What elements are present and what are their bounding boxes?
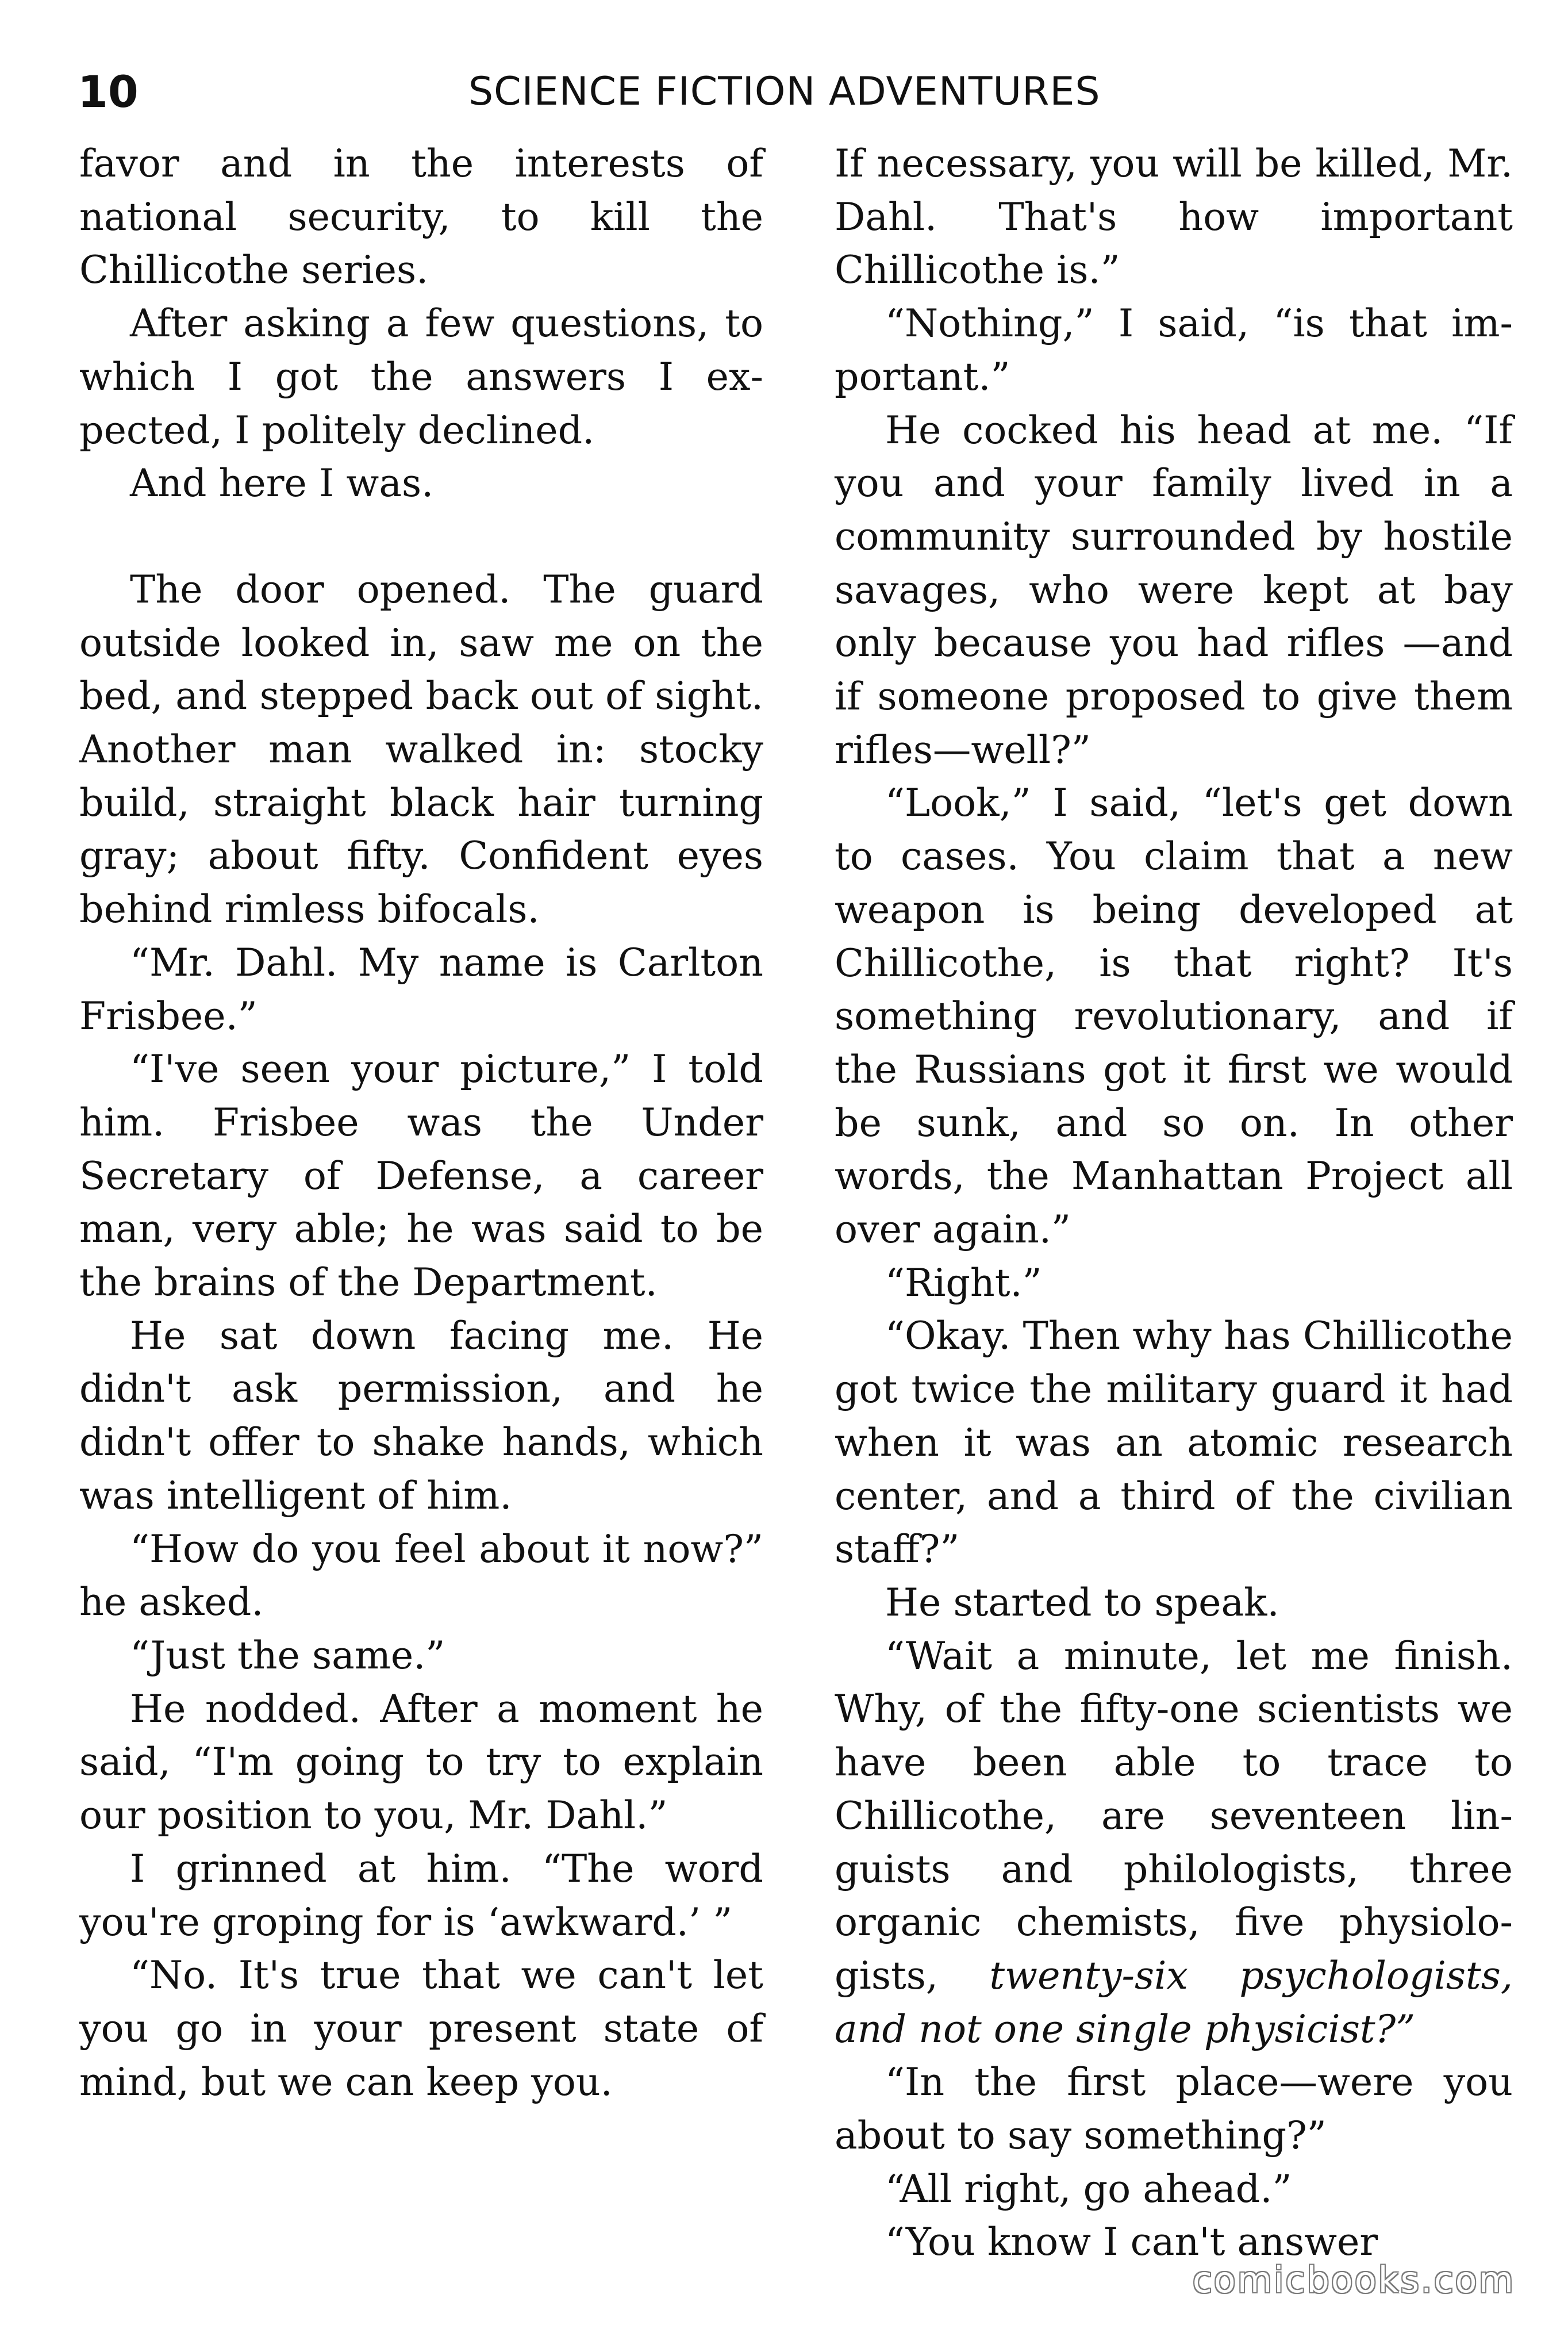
paragraph: He sat down facing me. He didn't ask permission, and he didn't offer to shake hands, which was intelligent of him. [79, 1313, 763, 1518]
paragraph-text: “Wait a minute, let me finish. Why, of the fifty-one scientists we have been able to trace to Chillicothe, are seventeen linguists and philologists, three organic chemists, five physiologists, [835, 1633, 1513, 1998]
left-text-column [79, 137, 763, 2108]
paragraph: He started to speak. [885, 1579, 1279, 1625]
paragraph [835, 1629, 1513, 2056]
watermark: comicbooks.com [1192, 2259, 1515, 2301]
paragraph: “All right, go ahead.” [885, 2166, 1292, 2211]
paragraph: favor and in the interests of national security, to kill the Chillicothe series. [79, 141, 763, 293]
section-break [79, 510, 763, 563]
paragraph: And here I was. [130, 461, 434, 506]
paragraph: “You know I can't answer [885, 2219, 1378, 2265]
italic-emphasis: twenty-six psychologists, and not one single physicist?” [835, 1952, 1513, 2051]
running-title: SCIENCE FICTION ADVENTURES [468, 69, 1101, 114]
paragraph: He cocked his head at me. “If you and your family lived in a community surrounded by hostile savages, who were kept at bay only because you had rifles —and if someone proposed to give them rifles—well?” [835, 407, 1513, 772]
paragraph: “Look,” I said, “let's get down to cases. You claim that a new weapon is being developed at Chillicothe, is that right? It's something revolutionary, and if the Russians got it first we would be sunk, and so on. In other words, the Manhattan Project all over again.” [835, 780, 1513, 1252]
paragraph: “No. It's true that we can't let you go in your present state of mind, but we can keep you. [79, 1952, 763, 2104]
paragraph: He nodded. After a moment he said, “I'm going to try to explain our position to you, Mr. Dahl.” [79, 1686, 763, 1838]
paragraph: The door opened. The guard outside looked in, saw me on the bed, and stepped back out of sight. Another man walked in: stocky build, straight black hair turning gray; about fifty. Confident eyes behind rimless bifocals. [79, 566, 763, 932]
paragraph: “Right.” [885, 1260, 1042, 1305]
paragraph: “Nothing,” I said, “is that important.” [835, 301, 1513, 399]
page-number: 10 [78, 66, 139, 117]
right-text-column [835, 137, 1513, 2269]
paragraph: After asking a few questions, to which I got the answers I expected, I politely declined. [79, 301, 763, 452]
paragraph: “Okay. Then why has Chillicothe got twice the military guard it had when it was an atomic research center, and a third of the civilian staff?” [835, 1313, 1513, 1572]
paragraph: “Just the same.” [130, 1632, 445, 1678]
page-header [78, 63, 1509, 126]
paragraph: “In the first place—were you about to say something?” [835, 2059, 1513, 2158]
paragraph: “I've seen your picture,” I told him. Frisbee was the Under Secretary of Defense, a career man, very able; he was said to be the brains of the Department. [79, 1046, 763, 1305]
paragraph: I grinned at him. “The word you're groping for is ‘awkward.’ ” [79, 1846, 763, 1944]
paragraph: “How do you feel about it now?” he asked. [79, 1526, 763, 1625]
paragraph: “Mr. Dahl. My name is Carlton Frisbee.” [79, 939, 763, 1038]
paragraph: If necessary, you will be killed, Mr. Dahl. That's how important Chillicothe is.” [835, 141, 1513, 293]
